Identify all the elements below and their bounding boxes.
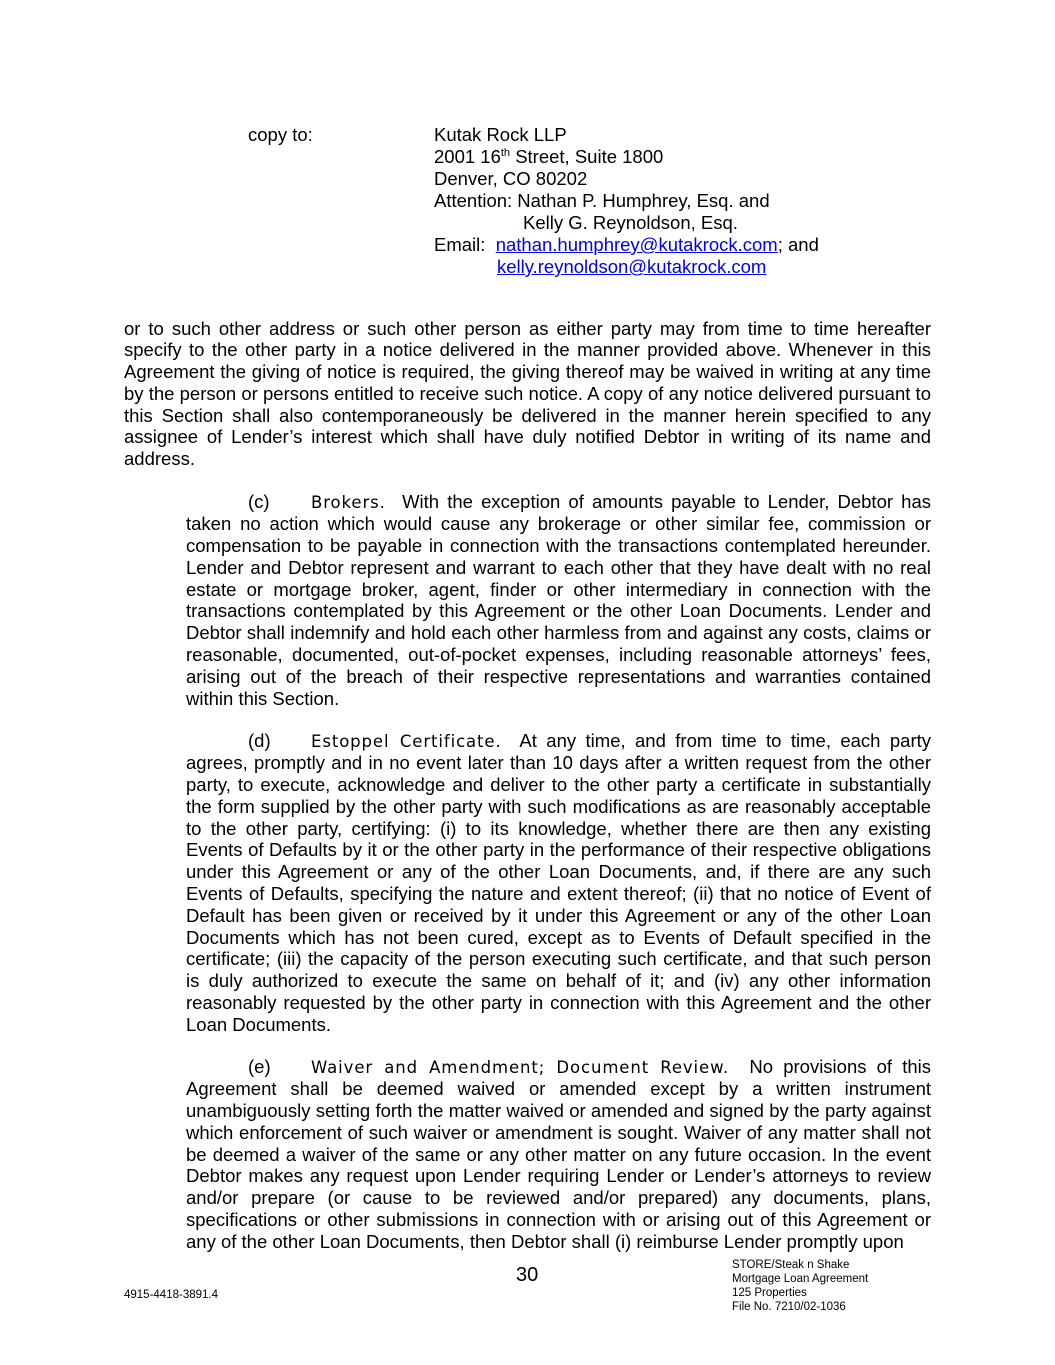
section-c: [186, 491, 931, 710]
footer-title-3: 125 Properties: [732, 1287, 807, 1299]
section-e-letter: (e): [248, 1055, 271, 1077]
section-c-heading: Brokers.: [311, 492, 386, 512]
email-link-humphrey[interactable]: nathan.humphrey@kutakrock.com: [495, 234, 778, 255]
email-line: [434, 234, 819, 256]
email-link-reynoldson[interactable]: kelly.reynoldson@kutakrock.com: [497, 256, 767, 277]
notice-paragraph: or to such other address or such other person as either party may from time to time hereafter specify to the other party in a notice delivered in the manner provided above. Whenever in this Agreement the giving of notice is required, the giving thereof may be waived in writing at any time by the person or persons entitled to receive such notice. A copy of any notice delivered pursuant to this Section shall also contemporaneously be delivered in the manner herein specified to any assignee of Lender’s interest which shall have duly notified Debtor in writing of its name and address.: [124, 317, 931, 470]
street-suffix: th: [500, 146, 511, 159]
email-separator: ; and: [777, 234, 819, 255]
section-c-letter: (c): [248, 490, 270, 512]
section-d: [186, 730, 931, 1036]
section-c-body: With the exception of amounts payable to Lender, Debtor has taken no action which would cause any brokerage or other similar fee, commission or compensation to be payable in connection with the transactions contemplated hereunder. Lender and Debtor represent and warrant to each other that they have dealt with no real estate or mortgage broker, agent, finder or other intermediary in connection with the transactions contemplated by this Agreement or the other Loan Documents. Lender and Debtor shall indemnify and hold each other harmless from and against any costs, claims or reasonable, documented, out-of-pocket expenses, including reasonable attorneys’ fees, arising out of the breach of their respective representations and warranties contained within this Section.: [186, 490, 931, 709]
footer-title-2: Mortgage Loan Agreement: [732, 1273, 869, 1285]
street-number: 2001 16: [434, 146, 501, 167]
section-e-body: No provisions of this Agreement shall be deemed waived or amended except by a written instrument unambiguously setting forth the matter waived or amended and signed by the party against which enforcement of such waiver or amendment is sought. Waiver of any matter shall not be deemed a waiver of the same or any other matter on any future occasion. In the event Debtor makes any request upon Lender requiring Lender or Lender’s attorneys to review and/or prepare (or cause to be reviewed and/or prepared) any documents, plans, specifications or other submissions in connection with or arising out of this Agreement or any of the other Loan Documents, then Debtor shall (i) reimburse Lender promptly upon: [186, 1055, 931, 1252]
section-d-body: At any time, and from time to time, each party agrees, promptly and in no event later than 10 days after a written request from the other party, to execute, acknowledge and deliver to the other party a certificate in substantially the form supplied by the other party with such modifications as are reasonably acceptable to the other party, certifying: (i) to its knowledge, whether there are then any existing Events of Defaults by it or the other party in the performance of their respective obligations under this Agreement or any of the other Loan Documents, and, if there are any such Events of Defaults, specifying the nature and extent thereof; (ii) that no notice of Event of Default has been given or received by it under this Agreement or any of the other Loan Documents which has not been cured, except as to Events of Default specified in the certificate; (iii) the capacity of the person executing such certificate, and that such person is duly authorized to execute the same on behalf of it; and (iv) any other information reasonably requested by the other party in connection with this Agreement and the other Loan Documents.: [186, 729, 931, 1035]
firm-name: Kutak Rock LLP: [434, 124, 567, 145]
document-id: 4915-4418-3891.4: [124, 1289, 218, 1301]
attention-line-2: Kelly G. Reynoldson, Esq.: [523, 212, 738, 233]
street-rest: Street, Suite 1800: [510, 146, 664, 167]
section-e-heading: Waiver and Amendment; Document Review.: [311, 1057, 730, 1077]
attention-line-1: Attention: Nathan P. Humphrey, Esq. and: [434, 190, 770, 211]
footer-title-1: STORE/Steak n Shake: [732, 1259, 850, 1271]
section-d-heading: Estoppel Certificate.: [311, 731, 502, 751]
section-e: [186, 1056, 931, 1253]
copy-to-label: copy to:: [248, 124, 313, 145]
section-d-letter: (d): [248, 729, 271, 751]
email-label: Email:: [434, 234, 486, 255]
street-address: [434, 146, 663, 168]
city-line: Denver, CO 80202: [434, 168, 588, 189]
page-number: 30: [516, 1264, 539, 1286]
email-line-2: [497, 256, 766, 278]
footer-file-number: File No. 7210/02-1036: [732, 1301, 846, 1313]
